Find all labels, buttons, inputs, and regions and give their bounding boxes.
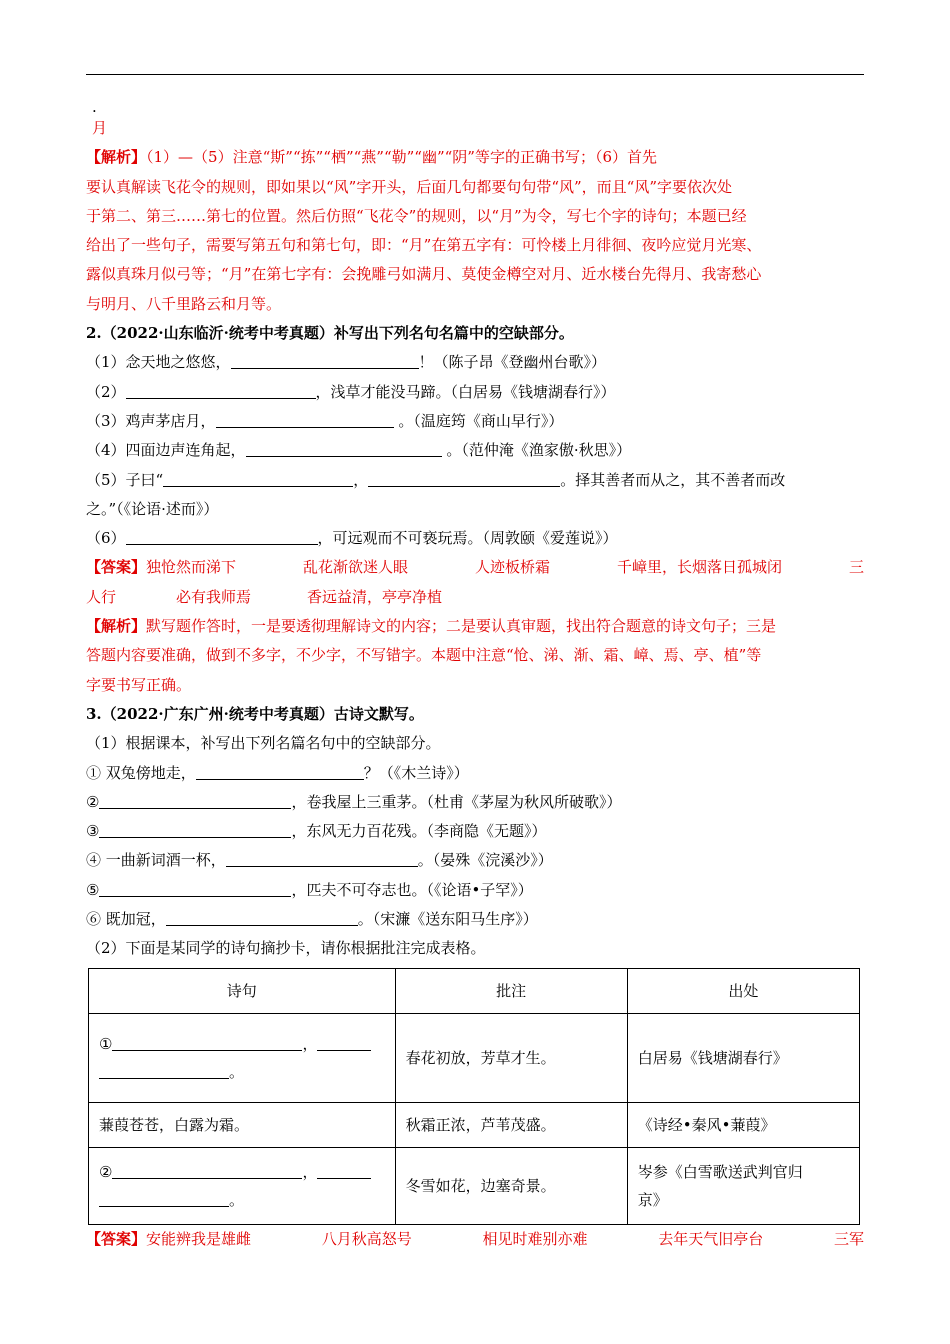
q2-answer: 【答案】独怆然而涕下 乱花渐欲迷人眼 人迹板桥霜 千嶂里，长烟落日孤城闭 三 <box>86 558 864 577</box>
note-cell: 秋霜正浓，芦苇茂盛。 <box>395 1102 627 1147</box>
q3-item: ④ 一曲新词酒一杯， 。（晏殊《浣溪沙》） <box>86 851 553 870</box>
answer-blank[interactable] <box>246 440 442 457</box>
q2-item: 之。”（《论语·述而》） <box>86 499 219 518</box>
note-cell: 冬雪如花，边塞奇景。 <box>395 1147 627 1224</box>
stray-dot: . <box>92 100 97 114</box>
answer-blank[interactable] <box>163 470 353 487</box>
answer-blank[interactable] <box>99 1062 229 1079</box>
table-row <box>89 1147 860 1224</box>
answer-blank[interactable] <box>216 411 394 428</box>
q2-title: 2.（2022·山东临沂·统考中考真题）补写出下列名句名篇中的空缺部分。 <box>86 324 574 343</box>
poem-cell: ② ， 。 <box>89 1147 396 1224</box>
q3-sub2: （2）下面是某同学的诗句摘抄卡，请你根据批注完成表格。 <box>86 939 486 958</box>
poem-cell: ① ， 。 <box>89 1013 396 1102</box>
answer-continuation: 月 <box>92 119 108 137</box>
poem-card-table <box>88 968 860 1225</box>
q1-analysis-line: 【解析】（1）—（5）注意“斯”“拣”“栖”“燕”“勒”“幽”“阴”等字的正确书写；（6）首先 <box>86 148 658 167</box>
source-cell: 白居易《钱塘湖春行》 <box>627 1013 859 1102</box>
answer-blank[interactable] <box>112 1034 302 1051</box>
q2-item: （3）鸡声茅店月， 。（温庭筠《商山早行》） <box>86 411 564 430</box>
table-header-row <box>89 968 860 1013</box>
answer-blank[interactable] <box>196 763 364 780</box>
q2-analysis-line: 【解析】默写题作答时，一是要透彻理解诗文的内容；二是要认真审题，找出符合题意的诗文句子；三是 <box>86 617 777 636</box>
q1-analysis-line: 于第二、第三……第七的位置。然后仿照“飞花令”的规则，以“月”为令，写七个字的诗句；本题已经 <box>86 206 747 225</box>
source-cell: 《诗经•秦风•蒹葭》 <box>627 1102 859 1147</box>
q1-analysis-line: 露似真珠月似弓等；“月”在第七字有：会挽雕弓如满月、莫使金樽空对月、近水楼台先得月、我寄愁心 <box>86 265 762 284</box>
analysis-label: 【解析】 <box>86 148 147 167</box>
q3-title: 3.（2022·广东广州·统考中考真题）古诗文默写。 <box>86 704 424 723</box>
table-row <box>89 1102 860 1147</box>
q2-analysis-line: 字要书写正确。 <box>86 675 192 694</box>
answer-blank[interactable] <box>112 1162 302 1179</box>
answer-blank[interactable] <box>126 528 318 545</box>
content <box>86 100 864 1254</box>
q2-answer: 人行 必有我师焉 香远益清，亭亭净植 <box>86 587 443 606</box>
answer-blank[interactable] <box>99 821 291 838</box>
q2-item: （4）四面边声连角起， 。（范仲淹《渔家傲·秋思》） <box>86 441 632 460</box>
analysis-label: 【解析】 <box>86 617 147 636</box>
q1-analysis-line: 给出了一些句子，需要写第五句和第七句，即：“月”在第五字有：可怜楼上月徘徊、夜吟应觉月光寒、 <box>86 236 762 255</box>
answer-blank[interactable] <box>226 850 418 867</box>
q3-item: ⑤ ，匹夫不可夺志也。（《论语•子罕》） <box>86 880 533 899</box>
q3-sub1: （1）根据课本，补写出下列名篇名句中的空缺部分。 <box>86 734 441 753</box>
column-header: 诗句 <box>89 968 396 1013</box>
answer-label: 【答案】 <box>86 558 147 577</box>
q2-item: （6） ，可远观而不可亵玩焉。（周敦颐《爱莲说》） <box>86 529 618 548</box>
answer-blank[interactable] <box>99 792 291 809</box>
answer-blank[interactable] <box>317 1162 371 1179</box>
answer-blank[interactable] <box>99 1190 229 1207</box>
answer-label: 【答案】 <box>86 1229 147 1248</box>
answer-blank[interactable] <box>166 909 358 926</box>
answer-blank[interactable] <box>126 382 316 399</box>
column-header: 出处 <box>627 968 859 1013</box>
column-header: 批注 <box>395 968 627 1013</box>
q3-item: ③ ，东风无力百花残。（李商隐《无题》） <box>86 822 547 841</box>
note-cell: 春花初放，芳草才生。 <box>395 1013 627 1102</box>
q2-analysis-line: 答题内容要准确，做到不多字，不少字，不写错字。本题中注意“怆、涕、渐、霜、嶂、焉、亭、植”等 <box>86 646 762 665</box>
q3-item: ② ，卷我屋上三重茅。（杜甫《茅屋为秋风所破歌》） <box>86 792 622 811</box>
header-rule <box>86 74 864 75</box>
q3-item: ① 双兔傍地走， ？（《木兰诗》） <box>86 763 469 782</box>
q2-item: （2） ，浅草才能没马蹄。（白居易《钱塘湖春行》） <box>86 382 616 401</box>
poem-cell: 蒹葭苍苍，白露为霜。 <box>89 1102 396 1147</box>
q3-item: ⑥ 既加冠， 。（宋濂《送东阳马生序》） <box>86 910 538 929</box>
table-row <box>89 1013 860 1102</box>
answer-blank[interactable] <box>317 1034 371 1051</box>
q2-item: （1）念天地之悠悠， ！（陈子昂《登幽州台歌》） <box>86 353 607 372</box>
q2-item: （5）子曰“ ， 。择其善者而从之，其不善者而改 <box>86 470 786 489</box>
q3-answer: 【答案】安能辨我是雄雌 八月秋高怒号 相见时难别亦难 去年天气旧亭台 三军 <box>86 1229 864 1248</box>
source-cell: 岑参《白雪歌送武判官归 京》 <box>627 1147 859 1224</box>
q1-analysis-line: 要认真解读飞花令的规则，即如果以“风”字开头，后面几句都要句句带“风”，而且“风”字要依次处 <box>86 177 733 196</box>
q1-analysis-line: 与明月、八千里路云和月等。 <box>86 294 282 313</box>
answer-blank[interactable] <box>368 470 560 487</box>
answer-blank[interactable] <box>231 352 419 369</box>
answer-blank[interactable] <box>99 880 291 897</box>
